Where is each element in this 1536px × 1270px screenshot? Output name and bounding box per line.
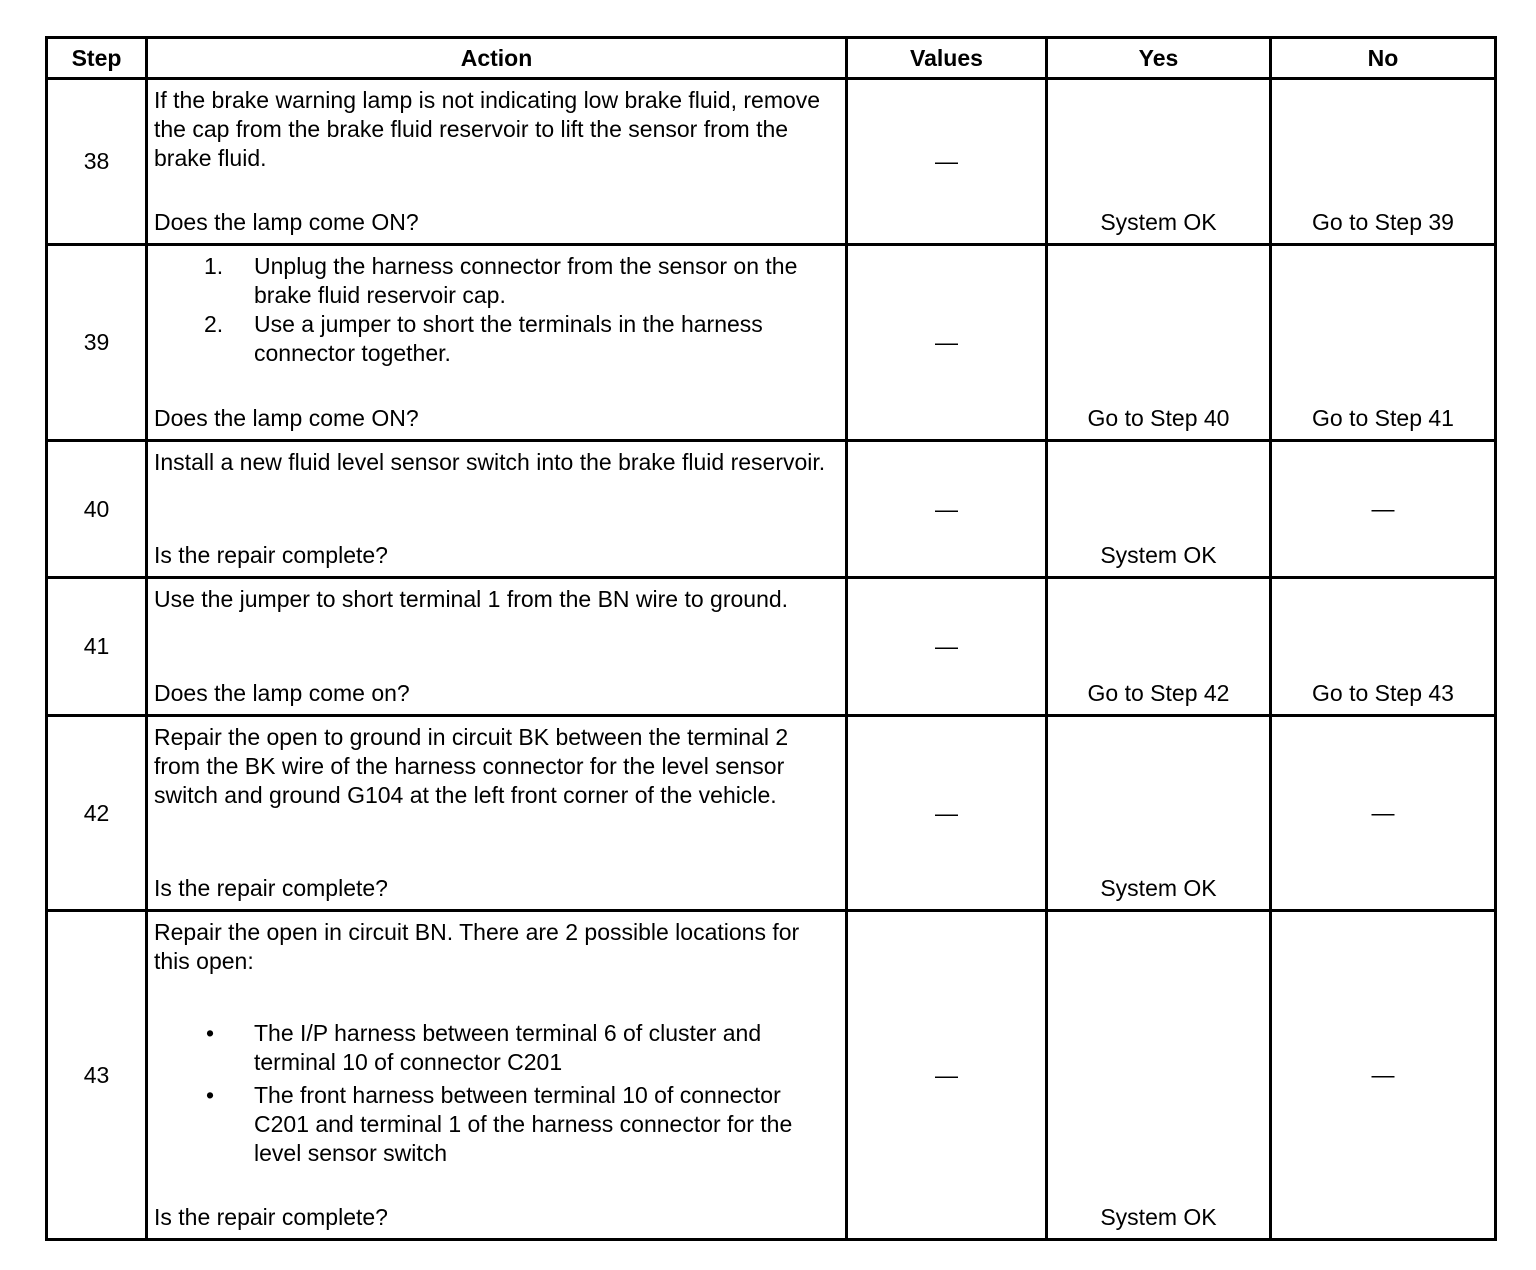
list-marker: 2. bbox=[204, 311, 224, 337]
step-number: 41 bbox=[47, 578, 147, 716]
yes-answer: Go to Step 40 bbox=[1087, 405, 1230, 431]
list-marker: • bbox=[206, 1020, 215, 1046]
table-row bbox=[47, 911, 1496, 1240]
no-answer: Go to Step 43 bbox=[1312, 680, 1454, 706]
yes-answer: System OK bbox=[1100, 875, 1217, 901]
action-text: Install a new fluid level sensor switch into the brake fluid reservoir. bbox=[154, 449, 826, 475]
list-text: Unplug the harness connector from the sensor on the brake fluid reservoir cap. bbox=[254, 253, 798, 308]
no-cell bbox=[1271, 578, 1496, 716]
action-question: Does the lamp come ON? bbox=[154, 209, 419, 235]
list-marker: • bbox=[206, 1082, 215, 1108]
action-question: Is the repair complete? bbox=[154, 875, 388, 901]
list-item bbox=[154, 1019, 839, 1077]
step-number: 38 bbox=[47, 79, 147, 245]
header-no: No bbox=[1271, 38, 1496, 79]
no-answer: — bbox=[1371, 495, 1395, 522]
step-number: 43 bbox=[47, 911, 147, 1240]
yes-answer: System OK bbox=[1100, 1204, 1217, 1230]
yes-answer: System OK bbox=[1100, 542, 1217, 568]
diagnostic-table bbox=[45, 36, 1497, 1241]
values-cell: — bbox=[847, 79, 1047, 245]
step-number: 42 bbox=[47, 716, 147, 911]
action-question: Is the repair complete? bbox=[154, 542, 388, 568]
no-cell bbox=[1271, 911, 1496, 1240]
action-cell bbox=[147, 911, 847, 1240]
yes-cell bbox=[1047, 578, 1271, 716]
table-row bbox=[47, 716, 1496, 911]
yes-answer: System OK bbox=[1100, 209, 1217, 235]
yes-cell bbox=[1047, 79, 1271, 245]
values-cell: — bbox=[847, 716, 1047, 911]
no-answer: — bbox=[1371, 799, 1395, 826]
no-cell bbox=[1271, 441, 1496, 578]
list-marker: 1. bbox=[204, 253, 224, 279]
action-cell bbox=[147, 79, 847, 245]
yes-answer: Go to Step 42 bbox=[1087, 680, 1230, 706]
action-cell bbox=[147, 245, 847, 441]
table-row bbox=[47, 245, 1496, 441]
header-row bbox=[47, 38, 1496, 79]
header-action: Action bbox=[147, 38, 847, 79]
action-cell bbox=[147, 716, 847, 911]
list-text: Use a jumper to short the terminals in the harness connector together. bbox=[254, 311, 763, 366]
no-answer: Go to Step 39 bbox=[1312, 209, 1454, 235]
list-item bbox=[154, 252, 839, 310]
list-text: The front harness between terminal 10 of connector C201 and terminal 1 of the harness connector for the level sensor switch bbox=[254, 1082, 793, 1166]
yes-cell bbox=[1047, 245, 1271, 441]
list-item bbox=[154, 310, 839, 368]
no-answer: Go to Step 41 bbox=[1312, 405, 1454, 431]
header-step: Step bbox=[47, 38, 147, 79]
list-item bbox=[154, 1081, 839, 1168]
table-row bbox=[47, 79, 1496, 245]
values-cell: — bbox=[847, 578, 1047, 716]
bullet-list bbox=[154, 1019, 839, 1168]
action-text: Repair the open to ground in circuit BK between the terminal 2 from the BK wire of the harness connector for the level sensor switch and ground G104 at the left front corner of the vehicle. bbox=[154, 724, 789, 808]
action-question: Does the lamp come ON? bbox=[154, 405, 419, 431]
header-yes: Yes bbox=[1047, 38, 1271, 79]
values-cell: — bbox=[847, 911, 1047, 1240]
values-cell: — bbox=[847, 245, 1047, 441]
yes-cell bbox=[1047, 441, 1271, 578]
no-answer: — bbox=[1371, 1061, 1395, 1088]
action-question: Is the repair complete? bbox=[154, 1204, 388, 1230]
step-number: 40 bbox=[47, 441, 147, 578]
table-row bbox=[47, 441, 1496, 578]
action-cell bbox=[147, 441, 847, 578]
no-cell bbox=[1271, 716, 1496, 911]
yes-cell bbox=[1047, 716, 1271, 911]
numbered-list bbox=[154, 252, 839, 368]
no-cell bbox=[1271, 245, 1496, 441]
step-number: 39 bbox=[47, 245, 147, 441]
yes-cell bbox=[1047, 911, 1271, 1240]
action-text: Use the jumper to short terminal 1 from the BN wire to ground. bbox=[154, 586, 789, 612]
header-values: Values bbox=[847, 38, 1047, 79]
values-cell: — bbox=[847, 441, 1047, 578]
action-cell bbox=[147, 578, 847, 716]
action-question: Does the lamp come on? bbox=[154, 680, 410, 706]
no-cell bbox=[1271, 79, 1496, 245]
action-text: If the brake warning lamp is not indicating low brake fluid, remove the cap from the brake fluid reservoir to lift the sensor from the brake fluid. bbox=[154, 87, 821, 171]
action-text: Repair the open in circuit BN. There are 2 possible locations for this open: bbox=[154, 919, 800, 974]
table-row bbox=[47, 578, 1496, 716]
list-text: The I/P harness between terminal 6 of cluster and terminal 10 of connector C201 bbox=[254, 1020, 762, 1075]
